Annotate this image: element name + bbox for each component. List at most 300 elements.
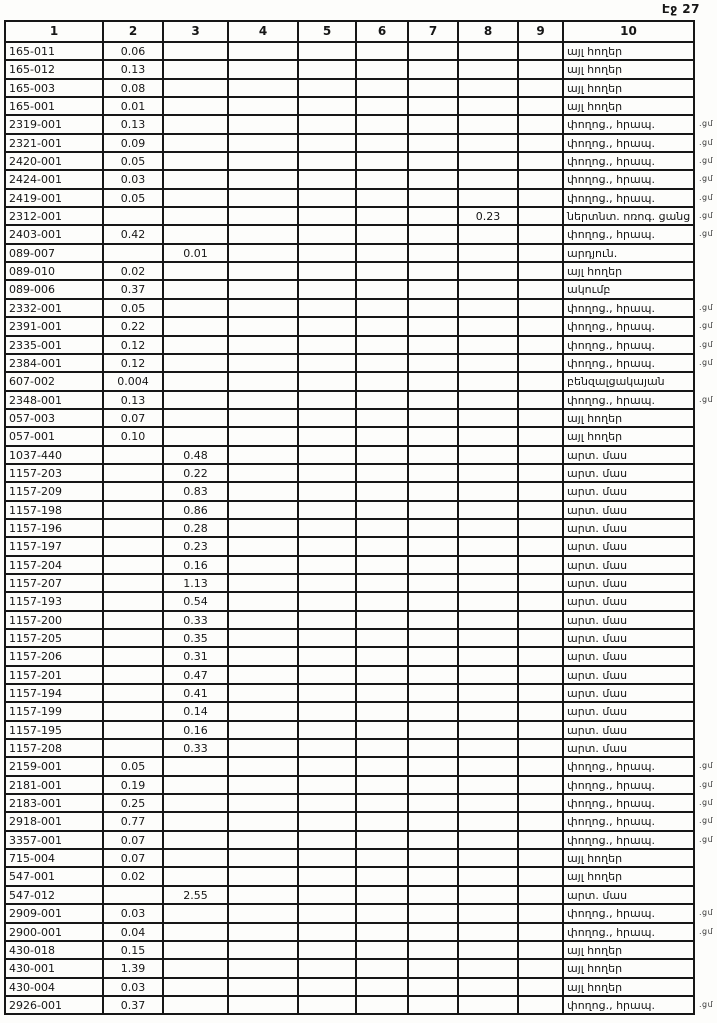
cell-col3 [162,226,227,242]
cell-col6 [355,171,407,187]
cell-col3: 0.23 [162,538,227,554]
cell-col9 [517,630,562,646]
cell-col10: այլ հողեր [562,61,693,77]
table-row [6,316,714,334]
cell-col7 [407,226,457,242]
cell-col5 [297,263,355,279]
cell-col9 [517,648,562,664]
table-row [6,133,714,151]
table-row [6,903,714,921]
cell-col1: 1157-199 [9,705,62,719]
cell-col2 [102,538,162,554]
cell-col10: փողոց., հրապ. [562,905,693,921]
cell-col10: արտ. մաս [562,887,693,903]
cell-col3: 0.33 [162,740,227,756]
cell-col2 [102,520,162,536]
cell-col3 [162,61,227,77]
cell-col4 [227,924,297,940]
cell-col3: 0.01 [162,245,227,261]
cell-col1: 1157-204 [9,558,62,572]
cell-col1: 607-002 [9,375,55,389]
cell-col2: 0.01 [102,98,162,114]
cell-col5 [297,887,355,903]
cell-col8 [457,703,517,719]
cell-col8 [457,135,517,151]
cell-col2: 0.04 [102,924,162,940]
cell-col8 [457,997,517,1013]
cell-col10: արտ. մաս [562,520,693,536]
cell-col2: 0.12 [102,337,162,353]
cell-col1: 1157-203 [9,466,62,480]
cell-col4 [227,868,297,884]
cell-col7 [407,685,457,701]
cell-col10: արտ. մաս [562,685,693,701]
cell-col8: 0.23 [457,208,517,224]
cell-col9 [517,190,562,206]
cell-col1: 2918-001 [9,815,62,829]
cell-col2 [102,447,162,463]
cell-col4 [227,171,297,187]
cell-col4 [227,905,297,921]
cell-col4 [227,465,297,481]
cell-col4 [227,392,297,408]
cell-col9 [517,979,562,995]
cell-col5 [297,153,355,169]
cell-col10: այլ հողեր [562,98,693,114]
table-row [6,59,693,77]
cell-col2: 0.05 [102,153,162,169]
cell-col5 [297,593,355,609]
margin-annotation: .ցմ [699,156,714,166]
cell-col3 [162,850,227,866]
cell-col9 [517,850,562,866]
cell-col8 [457,80,517,96]
cell-col6 [355,208,407,224]
cell-col7 [407,612,457,628]
cell-col4 [227,630,297,646]
cell-col7 [407,171,457,187]
table-row [6,188,714,206]
cell-col9 [517,226,562,242]
cell-col3: 2.55 [162,887,227,903]
table-row [6,96,693,114]
cell-col5 [297,208,355,224]
cell-col3: 0.33 [162,612,227,628]
cell-col10: փողոց., հրապ. [562,153,693,169]
cell-col4 [227,520,297,536]
cell-col5 [297,116,355,132]
cell-col1: 057-003 [9,411,55,425]
cell-col8 [457,373,517,389]
table-row [6,408,693,426]
cell-col10: այլ հողեր [562,80,693,96]
cell-col10: այլ հողեր [562,263,693,279]
cell-col6 [355,373,407,389]
cell-col7 [407,648,457,664]
cell-col1: 2312-001 [9,210,62,224]
cell-col5 [297,942,355,958]
table-row [6,555,693,573]
cell-col5 [297,355,355,371]
cell-col7 [407,80,457,96]
cell-col9 [517,520,562,536]
cell-col1: 1037-440 [9,448,62,462]
cell-col8 [457,300,517,316]
cell-col1: 547-001 [9,870,55,884]
cell-col2: 0.004 [102,373,162,389]
cell-col3 [162,337,227,353]
column-header-3: 3 [162,22,227,41]
cell-col6 [355,245,407,261]
cell-col9 [517,61,562,77]
cell-col5 [297,373,355,389]
cell-col10: փողոց., հրապ. [562,300,693,316]
cell-col9 [517,557,562,573]
cell-col8 [457,593,517,609]
cell-col3 [162,813,227,829]
cell-col4 [227,135,297,151]
cell-col3 [162,153,227,169]
cell-col2 [102,575,162,591]
cell-col6 [355,355,407,371]
cell-col6 [355,263,407,279]
cell-col7 [407,447,457,463]
cell-col7 [407,483,457,499]
cell-col2 [102,245,162,261]
cell-col6 [355,667,407,683]
cell-col5 [297,300,355,316]
table-row [6,720,693,738]
cell-col10: արդյուն. [562,245,693,261]
cell-col3: 0.35 [162,630,227,646]
table-row [6,922,714,940]
cell-col3: 0.22 [162,465,227,481]
cell-col2 [102,557,162,573]
cell-col7 [407,593,457,609]
cell-col6 [355,281,407,297]
cell-col5 [297,245,355,261]
cell-col3: 0.16 [162,557,227,573]
cell-col7 [407,520,457,536]
cell-col5 [297,758,355,774]
cell-col8 [457,979,517,995]
cell-col5 [297,960,355,976]
table-row [6,848,693,866]
cell-col9 [517,960,562,976]
cell-col3 [162,300,227,316]
cell-col8 [457,263,517,279]
cell-col8 [457,832,517,848]
table-row [6,279,693,297]
cell-col6 [355,942,407,958]
cell-col8 [457,740,517,756]
cell-col3 [162,135,227,151]
cell-col4 [227,685,297,701]
cell-col3: 0.31 [162,648,227,664]
cell-col6 [355,630,407,646]
cell-col4 [227,226,297,242]
cell-col6 [355,61,407,77]
cell-col9 [517,795,562,811]
column-header-6: 6 [355,22,407,41]
cell-col4 [227,355,297,371]
cell-col3: 0.41 [162,685,227,701]
cell-col1: 1157-208 [9,742,62,756]
table-row [6,41,693,59]
cell-col8 [457,428,517,444]
page-number-label: Էջ 27 [661,2,700,16]
cell-col6 [355,997,407,1013]
table-row [6,353,714,371]
cell-col5 [297,135,355,151]
cell-col1: 1157-207 [9,576,62,590]
cell-col6 [355,153,407,169]
cell-col10: փողոց., հրապ. [562,924,693,940]
cell-col1: 165-012 [9,63,55,77]
cell-col1: 430-018 [9,943,55,957]
cell-col10: արտ. մաս [562,483,693,499]
margin-annotation: .ցմ [699,798,714,808]
cell-col9 [517,924,562,940]
cell-col2 [102,722,162,738]
cell-col9 [517,392,562,408]
cell-col10: արտ. մաս [562,722,693,738]
header-row [6,22,693,41]
cell-col9 [517,410,562,426]
cell-col8 [457,722,517,738]
margin-annotation: .ցմ [699,192,714,202]
cell-col9 [517,538,562,554]
cell-col7 [407,355,457,371]
cell-col3: 0.14 [162,703,227,719]
cell-col5 [297,557,355,573]
cell-col6 [355,850,407,866]
cell-col2: 1.39 [102,960,162,976]
table-row [6,628,693,646]
cell-col5 [297,171,355,187]
cell-col6 [355,392,407,408]
cell-col2 [102,740,162,756]
cell-col8 [457,887,517,903]
cell-col4 [227,648,297,664]
cell-col7 [407,337,457,353]
cell-col8 [457,61,517,77]
cell-col8 [457,281,517,297]
cell-col4 [227,116,297,132]
cell-col1: 2909-001 [9,907,62,921]
cell-col8 [457,630,517,646]
cell-col3 [162,832,227,848]
cell-col4 [227,245,297,261]
cell-col5 [297,630,355,646]
margin-annotation: .ցմ [699,908,714,918]
cell-col8 [457,410,517,426]
table-row [6,756,714,774]
cell-col1: 1157-209 [9,485,62,499]
cell-col7 [407,832,457,848]
cell-col3 [162,795,227,811]
cell-col1: 089-007 [9,246,55,260]
table-row [6,591,693,609]
cell-col10: փողոց., հրապ. [562,318,693,334]
table-row [6,371,693,389]
cell-col3 [162,905,227,921]
cell-col10: բենզալցակայան [562,373,693,389]
cell-col7 [407,465,457,481]
cell-col3 [162,281,227,297]
cell-col5 [297,667,355,683]
cell-col6 [355,465,407,481]
cell-col1: 715-004 [9,852,55,866]
cell-col4 [227,997,297,1013]
cell-col7 [407,538,457,554]
cell-col8 [457,960,517,976]
cell-col8 [457,465,517,481]
cell-col2: 0.25 [102,795,162,811]
table-row [6,206,714,224]
cell-col3 [162,979,227,995]
cell-col9 [517,887,562,903]
cell-col7 [407,667,457,683]
cell-col6 [355,410,407,426]
cell-col2: 0.09 [102,135,162,151]
cell-col7 [407,722,457,738]
table-row [6,390,714,408]
cell-col3 [162,355,227,371]
cell-col2: 0.06 [102,43,162,59]
cell-col4 [227,850,297,866]
cell-col9 [517,135,562,151]
cell-col8 [457,795,517,811]
cell-col5 [297,61,355,77]
cell-col3: 0.83 [162,483,227,499]
cell-col2 [102,612,162,628]
cell-col10: փողոց., հրապ. [562,813,693,829]
cell-col6 [355,868,407,884]
table-row [6,646,693,664]
cell-col2: 0.19 [102,777,162,793]
cell-col2: 0.05 [102,190,162,206]
cell-col5 [297,410,355,426]
column-header-10: 10 [562,22,693,41]
cell-col4 [227,942,297,958]
cell-col2 [102,703,162,719]
cell-col9 [517,667,562,683]
cell-col9 [517,447,562,463]
cell-col4 [227,887,297,903]
cell-col3 [162,924,227,940]
cell-col2 [102,648,162,664]
cell-col3 [162,758,227,774]
cell-col1: 1157-200 [9,613,62,627]
cell-col9 [517,942,562,958]
cell-col1: 2926-001 [9,998,62,1012]
cell-col6 [355,832,407,848]
cell-col9 [517,43,562,59]
cell-col10: փողոց., հրապ. [562,758,693,774]
cell-col10: արտ. մաս [562,593,693,609]
cell-col2 [102,465,162,481]
cell-col8 [457,483,517,499]
cell-col7 [407,373,457,389]
cell-col1: 1157-196 [9,521,62,535]
cell-col7 [407,813,457,829]
cell-col1: 2181-001 [9,778,62,792]
cell-col7 [407,502,457,518]
cell-col7 [407,116,457,132]
cell-col10: փողոց., հրապ. [562,392,693,408]
cell-col1: 165-001 [9,100,55,114]
cell-col1: 1157-198 [9,503,62,517]
cell-col1: 1157-195 [9,723,62,737]
cell-col4 [227,153,297,169]
cell-col1: 165-011 [9,45,55,58]
cell-col10: փողոց., հրապ. [562,135,693,151]
cell-col4 [227,61,297,77]
cell-col4 [227,575,297,591]
cell-col5 [297,428,355,444]
cell-col1: 2159-001 [9,760,62,774]
cell-col9 [517,703,562,719]
cell-col1: 057-001 [9,430,55,444]
table-row [6,335,714,353]
cell-col4 [227,538,297,554]
cell-col3: 1.13 [162,575,227,591]
cell-col6 [355,575,407,591]
table-row [6,958,693,976]
cell-col2: 0.07 [102,832,162,848]
cell-col5 [297,98,355,114]
cell-col10: փողոց., հրապ. [562,190,693,206]
column-header-4: 4 [227,22,297,41]
cell-col7 [407,410,457,426]
cell-col2: 0.05 [102,300,162,316]
cell-col1: 1157-193 [9,595,62,609]
margin-annotation: .ցմ [699,779,714,789]
cell-col6 [355,190,407,206]
cell-col8 [457,116,517,132]
cell-col1: 089-006 [9,283,55,297]
margin-annotation: .ցմ [699,321,714,331]
cell-col1: 2900-001 [9,925,62,939]
cell-col7 [407,905,457,921]
cell-col3 [162,373,227,389]
cell-col10: այլ հողեր [562,960,693,976]
cell-col4 [227,557,297,573]
cell-col2: 0.07 [102,410,162,426]
cell-col6 [355,538,407,554]
cell-col7 [407,300,457,316]
cell-col1: 2183-001 [9,797,62,811]
cell-col1: 1157-197 [9,540,62,554]
cell-col9 [517,153,562,169]
cell-col5 [297,685,355,701]
table-row [6,463,693,481]
cell-col7 [407,281,457,297]
cell-col8 [457,226,517,242]
cell-col9 [517,428,562,444]
cell-col1: 3357-001 [9,833,62,847]
cell-col5 [297,465,355,481]
cell-col3 [162,960,227,976]
cell-col1: 2348-001 [9,393,62,407]
cell-col8 [457,648,517,664]
cell-col8 [457,43,517,59]
cell-col4 [227,190,297,206]
cell-col5 [297,868,355,884]
cell-col9 [517,685,562,701]
table-row [6,683,693,701]
